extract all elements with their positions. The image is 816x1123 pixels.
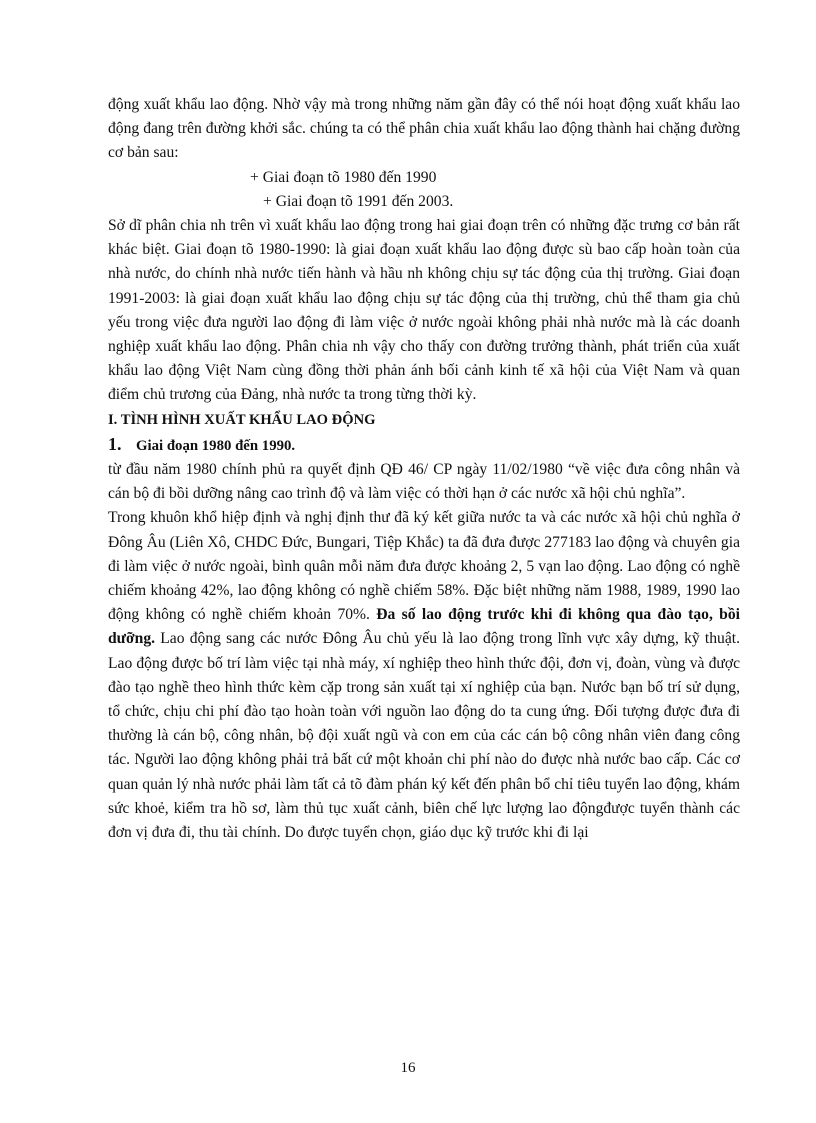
paragraph-eastern-europe-bold: Đa số lao động trước khi đi không qua đào tạo, bồi dưỡng.	[108, 606, 740, 648]
paragraph-eastern-europe-part1: Trong khuôn khổ hiệp định và nghị định thư đã ký kết giữa nước ta và các nước xã hội chủ nghĩa ở Đông Âu (Liên Xô, CHDC Đức, Bungari, Tiệp Khắc) ta đã đưa được 277183 lao động và chuyên gia đi làm việc ở nước ngoài, bình quân mỗi năm đưa được khoảng 2, 5 vạn lao động. Lao động có nghề chiếm khoảng 42%, lao động không có nghề chiếm 58%. Đặc biệt những năm 1988, 1989, 1990 lao động không có nghề chiếm khoản 70%.	[108, 509, 740, 624]
subsection-title: Giai đoạn 1980 đến 1990.	[136, 437, 296, 454]
paragraph-decision: từ đầu năm 1980 chính phủ ra quyết định QĐ 46/ CP ngày 11/02/1980 “về việc đưa công nhân và cán bộ đi bồi dưỡng nâng cao trình độ và làm việc có thời hạn ở các nước xã hội chủ nghĩa”.	[108, 461, 740, 503]
stage-item-2: + Giai đoạn tõ 1991 đến 2003.	[263, 192, 454, 210]
paragraph-stages-explanation: Sở dĩ phân chia nh trên vì xuất khẩu lao động trong hai giai đoạn trên có những đặc trưng cơ bản rất khác biệt. Giai đoạn tõ 1980-1990: là giai đoạn xuất khẩu lao động được sù bao cấp hoàn toàn của nhà nước, do chính nhà nước tiến hành và hầu nh không chịu sự tác động của thị trường. Giai đoạn 1991-2003: là giai đoạn xuất khẩu lao động chịu sự tác động của thị trường, chủ thể tham gia chủ yếu trong việc đưa người lao động đi làm việc ở nước ngoài không phải nhà nước mà là các doanh nghiệp xuất khẩu lao động. Phân chia nh vậy cho thấy con đường trưởng thành, phát triển của xuất khẩu lao động Việt Nam cùng đồng thời phản ánh bối cảnh kinh tế xã hội của Việt Nam và quan điểm chủ trương của Đảng, nhà nước ta trong từng thời kỳ.	[108, 217, 740, 404]
section-heading: I. TÌNH HÌNH XUẤT KHẨU LAO ĐỘNG	[108, 411, 376, 428]
body-text	[108, 93, 740, 845]
subsection-number: 1.	[108, 433, 122, 454]
paragraph-eastern-europe	[108, 506, 740, 845]
subsection-heading	[108, 432, 740, 458]
paragraph-eastern-europe-part2: Lao động sang các nước Đông Âu chủ yếu là lao động trong lĩnh vực xây dựng, kỹ thuật. Lao động được bố trí làm việc tại nhà máy, xí nghiệp theo hình thức đội, đơn vị, đoàn, vùng và được đào tạo nghề theo hình thức kèm cặp trong sản xuất tại xí nghiệp của bạn. Nước bạn bố trí sử dụng, tổ chức, chịu chi phí đào tạo hoàn toàn với nguồn lao động do ta cung ứng. Đối tượng được đưa đi thường là cán bộ, công nhân, bộ đội xuất ngũ và con em của các cán bộ công nhân viên đang công tác. Người lao động không phải trả bất cứ một khoản chi phí nào do được nhà nước bao cấp. Các cơ quan quản lý nhà nước phải làm tất cả tõ đàm phán ký kết đến phân bổ chỉ tiêu tuyển lao động, khám sức khoẻ, kiểm tra hồ sơ, làm thủ tục xuất cảnh, biên chế lực lượng lao độngđược tuyển thành các đơn vị đưa đi, thu tài chính. Do được tuyển chọn, giáo dục kỹ trước khi đi lại	[108, 630, 740, 842]
page-number: 16	[400, 1060, 416, 1076]
stage-item-1: + Giai đoạn tõ 1980 đến 1990	[250, 168, 437, 186]
paragraph-intro: động xuất khẩu lao động. Nhờ vậy mà trong những năm gần đây có thể nói hoạt động xuất khẩu lao động đang trên đường khởi sắc. chúng ta có thể phân chia xuất khẩu lao động thành hai chặng đường cơ bản sau:	[108, 96, 740, 162]
